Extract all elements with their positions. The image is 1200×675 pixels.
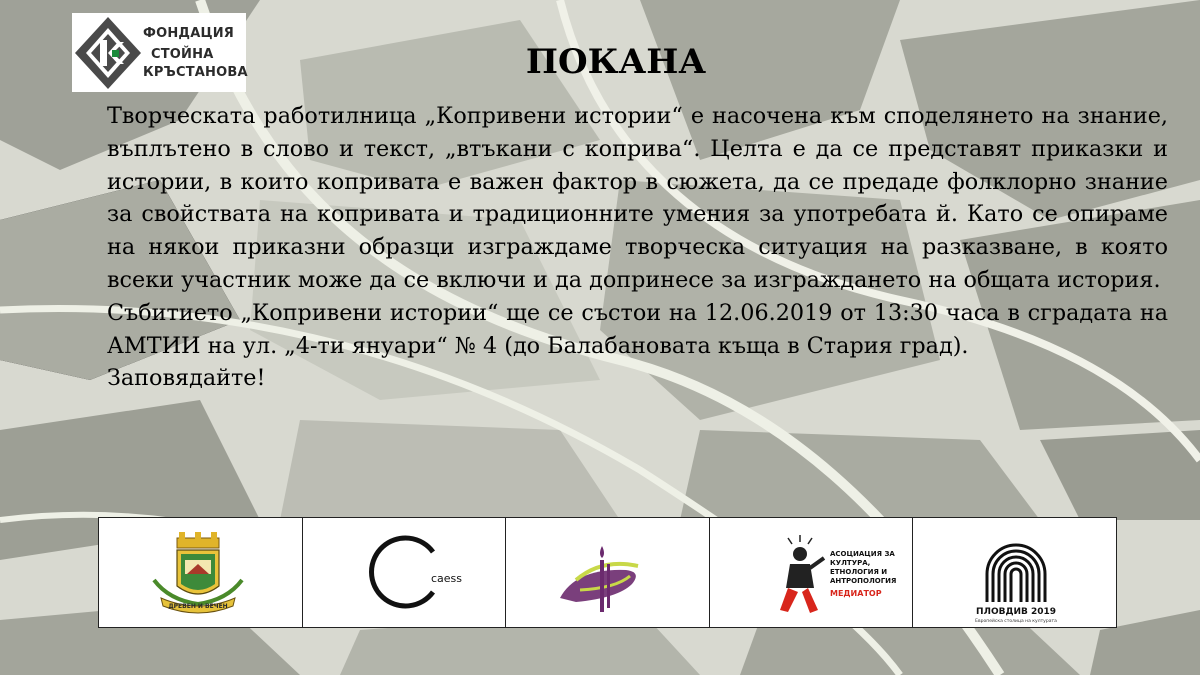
sponsor-logos-strip <box>98 517 1117 628</box>
sponsor-amtii <box>506 518 710 627</box>
sponsor-caess <box>303 518 507 627</box>
mediator-text-line-2: КУЛТУРА, <box>829 559 871 567</box>
mediator-text-line-3: ЕТНОЛОГИЯ И <box>829 568 887 576</box>
sponsor-mediator <box>710 518 914 627</box>
caess-label: caess <box>430 572 462 585</box>
plovdiv-2019-title: ПЛОВДИВ 2019 <box>976 607 1057 617</box>
plovdiv-coat-of-arms-icon <box>99 518 302 626</box>
amtii-logo-icon <box>506 518 709 626</box>
mediator-name: МЕДИАТОР <box>829 589 882 598</box>
paragraph-description: Творческата работилница „Копривени истории“ е насочена към споделянето на знание, въплътено в слово и текст, „втъкани с коприва“. Целта е да се представят приказки и истории, в които копривата е важен фактор в сюжета, да се предаде фолклорно знание за свойствата на копривата и традиционните умения за употребата й. Като се опираме на някои приказни образци изграждаме творческа ситуация на разказване, в която всеки участник може да се включи и да допринесе за изграждането на общата история. <box>107 103 1168 293</box>
paragraph-welcome: Заповядайте! <box>107 365 266 392</box>
page-title: ПОКАНА <box>525 42 707 82</box>
invitation-body <box>107 100 1168 395</box>
mediator-text-line-1: АСОЦИАЦИЯ ЗА <box>829 550 895 558</box>
sponsor-plovdiv-municipality <box>99 518 303 627</box>
plovdiv-2019-subtitle: Европейска столица на културата <box>975 619 1058 624</box>
foundation-name-line-2: СТОЙНА <box>151 47 214 62</box>
foundation-name-line-3: КРЪСТАНОВА <box>143 65 248 80</box>
mediator-logo-icon <box>710 518 913 626</box>
paragraph-event-details: Събитието „Копривени истории“ ще се състои на 12.06.2019 от 13:30 часа в сградата на АМТИИ на ул. „4-ти януари“ № 4 (до Балабановата къща в Стария град). <box>107 299 1168 359</box>
mediator-text-line-4: АНТРОПОЛОГИЯ <box>829 577 897 585</box>
caess-logo-icon <box>303 518 506 626</box>
foundation-name-line-1: ФОНДАЦИЯ <box>143 26 235 41</box>
coat-of-arms-motto: ДРЕВЕН И ВЕЧЕН <box>168 603 228 610</box>
sponsor-plovdiv-2019 <box>913 518 1116 627</box>
plovdiv-2019-logo-icon <box>913 518 1116 626</box>
